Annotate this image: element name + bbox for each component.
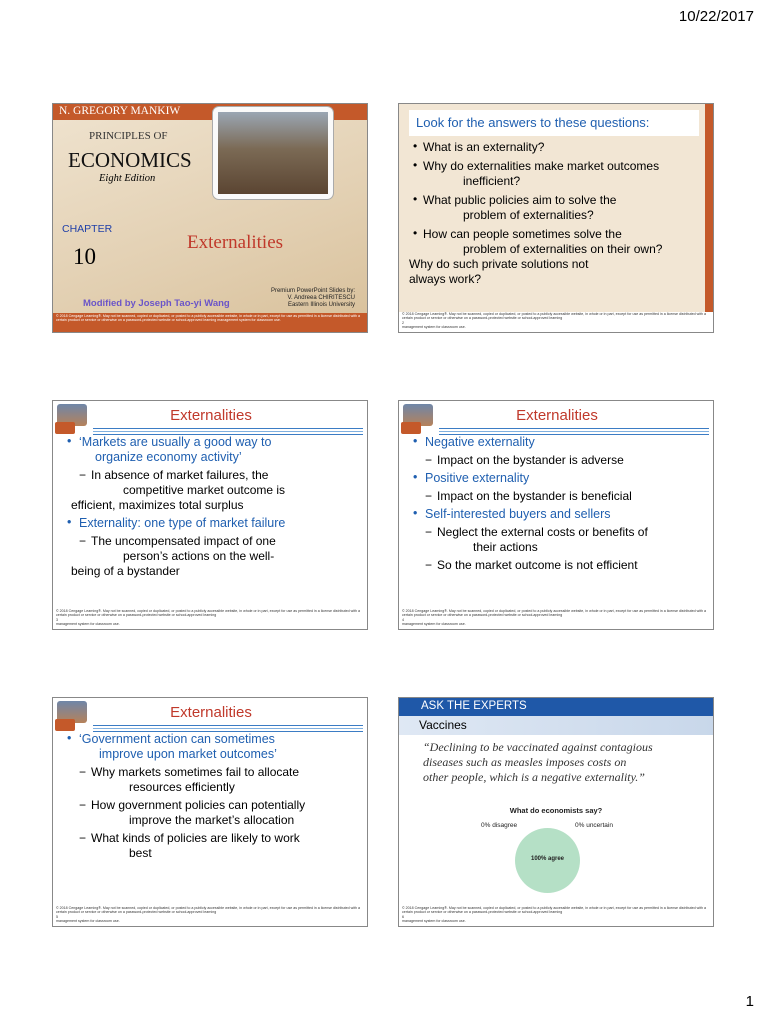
list-item: − Impact on the bystander is beneficial	[405, 489, 705, 504]
credit-line-3: Eastern Illinois University	[287, 302, 355, 308]
copyright-footer: © 2018 Cengage Learning®. May not be scanned, copied or duplicated, or posted to a publicly accessible website, in whole or in part, except for use as permitted in a license distributed with a certain product or service or otherwise on a password-protected website or school-approved learning 6 management system for classroom use.	[402, 905, 706, 924]
copyright-footer: © 2018 Cengage Learning®. May not be scanned, copied or duplicated, or posted to a publicly accessible website, in whole or in part, except for use as permitted in a license distributed with a certain product or service or otherwise on a password-protected website or school-approved learning 2 management system for classroom use.	[402, 311, 706, 330]
agree-label: 100% agree	[530, 856, 565, 862]
poll-pie-chart	[515, 828, 580, 893]
slide-credits	[271, 288, 355, 309]
tablet-photo-image	[213, 107, 333, 199]
list-item: • Positive externality	[405, 471, 705, 486]
heading-box	[409, 110, 699, 136]
topic-bar	[399, 716, 714, 735]
slide-body	[59, 435, 359, 582]
copyright-footer: © 2018 Cengage Learning®. May not be scanned, copied or duplicated, or posted to a publicly accessible website, in whole or in part, except for use as permitted in a license distributed with a certain product or service or otherwise on a password-protected website or school-approved learning 5 management system for classroom use.	[56, 905, 360, 924]
list-item: − The uncompensated impact of one person’s actions on the well- being of a bystander	[59, 534, 359, 579]
disagree-label: 0% disagree	[481, 822, 518, 829]
modified-by: Modified by Joseph Tao-yi Wang	[83, 298, 230, 309]
topic-text: Vaccines	[419, 718, 467, 732]
slide-2-questions	[398, 103, 714, 333]
slide-3-externalities	[52, 400, 368, 630]
question-list	[405, 140, 705, 291]
slide-6-ask-the-experts	[398, 697, 714, 927]
page-number: 1	[745, 993, 754, 1010]
list-item: − How government policies can potentially improve the market’s allocation	[59, 798, 359, 828]
list-item: • ‘Government action can sometimes improve upon market outcomes’	[59, 732, 359, 762]
copyright-footer: © 2018 Cengage Learning®. May not be scanned, copied or duplicated, or posted to a publicly accessible website, in whole or in part, except for use as permitted in a license distributed with a certain product or service or otherwise on a password-protected website or school-approved learning 4 management system for classroom use.	[402, 608, 706, 627]
credit-line-2: V. Andreea CHIRITESCU	[287, 295, 355, 301]
page-date: 10/22/2017	[678, 8, 754, 25]
list-item: • Self-interested buyers and sellers	[405, 507, 705, 522]
slide-header	[53, 698, 368, 730]
slide-title: Externalities	[170, 704, 252, 721]
poll-question: What do economists say?	[509, 806, 603, 815]
slide-title: Externalities	[170, 407, 252, 424]
list-item: • Why do externalities make market outcomes inefficient?	[405, 159, 705, 189]
slide-body	[405, 435, 705, 576]
slide-heading: Look for the answers to these questions:	[416, 115, 650, 130]
list-item: • What is an externality?	[405, 140, 705, 155]
list-item: • Negative externality	[405, 435, 705, 450]
principles-of: PRINCIPLES OF	[89, 130, 168, 142]
slide-4-externalities	[398, 400, 714, 630]
slide-5-externalities	[52, 697, 368, 927]
copyright-footer: © 2018 Cengage Learning®. May not be scanned, copied or duplicated, or posted to a publicly accessible website, in whole or in part, except for use as permitted in a license distributed with a certain product or service or otherwise on a password-protected website or school-approved learning 3 management system for classroom use.	[56, 608, 360, 627]
slide-body	[59, 732, 359, 864]
list-item: − What kinds of policies are likely to work best	[59, 831, 359, 861]
slide-title: Externalities	[516, 407, 598, 424]
accent-edge	[705, 104, 713, 312]
banner-text: ASK THE EXPERTS	[421, 700, 527, 712]
slide-header	[53, 401, 368, 433]
list-item: − Impact on the bystander is adverse	[405, 453, 705, 468]
list-item: − So the market outcome is not efficient	[405, 558, 705, 573]
author-name: N. GREGORY MANKIW	[59, 105, 181, 117]
expert-quote: “Declining to be vaccinated against contagious diseases such as measles imposes costs on other people, which is a negative externality.”	[423, 740, 653, 784]
list-item: − Neglect the external costs or benefits of their actions	[405, 525, 705, 555]
chapter-title: Externalities	[187, 232, 284, 253]
slide-header	[399, 401, 714, 433]
list-item: − In absence of market failures, the competitive market outcome is efficient, maximizes total surplus	[59, 468, 359, 513]
list-item: • What public policies aim to solve the problem of externalities?	[405, 193, 705, 223]
book-title: ECONOMICS	[68, 148, 192, 172]
chapter-number: 10	[73, 244, 96, 269]
chapter-label: CHAPTER	[62, 223, 113, 235]
credit-line-1: Premium PowerPoint Slides by:	[270, 288, 355, 294]
list-item: • How can people sometimes solve the problem of externalities on their own? Why do such private solutions not always work?	[405, 227, 705, 287]
cover-background	[53, 104, 367, 332]
copyright-footer: © 2018 Cengage Learning®. May not be scanned, copied or duplicated, or posted to a publicly accessible website, in whole or in part, except for use as permitted in a license distributed with a certain product or service or otherwise on a password-protected website or school-approved learning management system for classroom use.	[53, 313, 368, 332]
list-item: • ‘Markets are usually a good way to organize economy activity’	[59, 435, 359, 465]
edition: Eight Edition	[99, 173, 156, 184]
list-item: − Why markets sometimes fail to allocate resources efficiently	[59, 765, 359, 795]
list-item: • Externality: one type of market failure	[59, 516, 359, 531]
ask-experts-banner	[399, 698, 714, 716]
slide-1-cover	[52, 103, 368, 333]
uncertain-label: 0% uncertain	[575, 822, 613, 829]
